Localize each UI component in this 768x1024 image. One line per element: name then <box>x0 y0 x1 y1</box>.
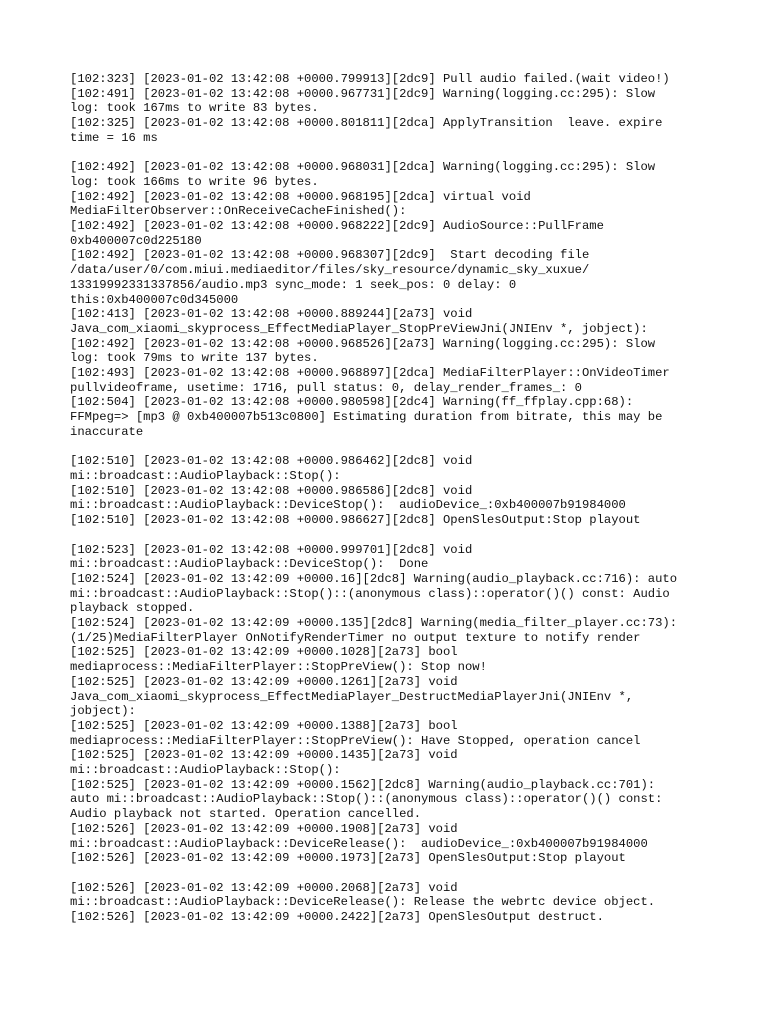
log-line: mi::broadcast::AudioPlayback::DeviceStop(): audioDevice_:0xb400007b91984000 <box>70 498 626 513</box>
log-line: [102:525] [2023-01-02 13:42:09 +0000.1261][2a73] void <box>70 674 458 689</box>
log-line: mediaprocess::MediaFilterPlayer::StopPreView(): Have Stopped, operation cancel <box>70 733 641 748</box>
log-line: [102:524] [2023-01-02 13:42:09 +0000.16][2dc8] Warning(audio_playback.cc:716): auto <box>70 571 678 586</box>
log-line: [102:323] [2023-01-02 13:42:08 +0000.799913][2dc9] Pull audio failed.(wait video!) <box>70 72 670 86</box>
log-line: mi::broadcast::AudioPlayback::Stop(): <box>70 763 341 778</box>
log-line: [102:492] [2023-01-02 13:42:08 +0000.968222][2dc9] AudioSource::PullFrame <box>70 219 604 234</box>
blank-line <box>70 866 77 880</box>
blank-line <box>70 440 77 454</box>
log-line: [102:491] [2023-01-02 13:42:08 +0000.967731][2dc9] Warning(logging.cc:295): Slow <box>70 86 656 101</box>
log-line: [102:526] [2023-01-02 13:42:09 +0000.1973][2a73] OpenSlesOutput:Stop playout <box>70 851 626 866</box>
log-line: this:0xb400007c0d345000 <box>70 292 239 307</box>
log-line: [102:492] [2023-01-02 13:42:08 +0000.968031][2dca] Warning(logging.cc:295): Slow <box>70 160 656 175</box>
log-line: mi::broadcast::AudioPlayback::Stop(): <box>70 468 341 483</box>
log-line: 13319992331337856/audio.mp3 sync_mode: 1 seek_pos: 0 delay: 0 <box>70 277 517 292</box>
log-line: mi::broadcast::AudioPlayback::DeviceRelease(): Release the webrtc device object. <box>70 895 656 910</box>
log-line: inaccurate <box>70 424 144 439</box>
log-line: mediaprocess::MediaFilterPlayer::StopPreView(): Stop now! <box>70 660 487 675</box>
log-line: [102:492] [2023-01-02 13:42:08 +0000.968307][2dc9] Start decoding file <box>70 248 590 263</box>
log-line: /data/user/0/com.miui.mediaeditor/files/sky_resource/dynamic_sky_xuxue/ <box>70 263 590 278</box>
log-line: Java_com_xiaomi_skyprocess_EffectMediaPlayer_StopPreViewJni(JNIEnv *, jobject): <box>70 321 648 336</box>
log-line: auto mi::broadcast::AudioPlayback::Stop()::(anonymous class)::operator()() const: <box>70 792 663 807</box>
log-line: log: took 79ms to write 137 bytes. <box>70 351 319 366</box>
log-text <box>70 72 750 925</box>
log-line: [102:510] [2023-01-02 13:42:08 +0000.986586][2dc8] void <box>70 483 473 498</box>
document-page <box>70 72 750 925</box>
log-line: log: took 167ms to write 83 bytes. <box>70 101 319 116</box>
log-line: jobject): <box>70 704 136 719</box>
log-line: mi::broadcast::AudioPlayback::DeviceRelease(): audioDevice_:0xb400007b91984000 <box>70 836 648 851</box>
log-line: mi::broadcast::AudioPlayback::Stop()::(anonymous class)::operator()() const: Audio <box>70 586 670 601</box>
log-line: Java_com_xiaomi_skyprocess_EffectMediaPlayer_DestructMediaPlayerJni(JNIEnv *, <box>70 689 634 704</box>
log-line: pullvideoframe, usetime: 1716, pull status: 0, delay_render_frames_: 0 <box>70 380 582 395</box>
log-line: [102:523] [2023-01-02 13:42:08 +0000.999701][2dc8] void <box>70 542 473 557</box>
log-line: MediaFilterObserver::OnReceiveCacheFinished(): <box>70 204 407 219</box>
log-line: [102:524] [2023-01-02 13:42:09 +0000.135][2dc8] Warning(media_filter_player.cc:73): <box>70 616 678 631</box>
blank-line <box>70 528 77 542</box>
log-line: 0xb400007c0d225180 <box>70 233 202 248</box>
log-line: [102:492] [2023-01-02 13:42:08 +0000.968526][2a73] Warning(logging.cc:295): Slow <box>70 336 656 351</box>
log-line: (1/25)MediaFilterPlayer OnNotifyRenderTimer no output texture to notify render <box>70 630 641 645</box>
log-line: mi::broadcast::AudioPlayback::DeviceStop(): Done <box>70 557 429 572</box>
log-line: [102:504] [2023-01-02 13:42:08 +0000.980598][2dc4] Warning(ff_ffplay.cpp:68): <box>70 395 634 410</box>
log-line: [102:493] [2023-01-02 13:42:08 +0000.968897][2dca] MediaFilterPlayer::OnVideoTimer <box>70 366 670 381</box>
log-line: [102:526] [2023-01-02 13:42:09 +0000.2422][2a73] OpenSlesOutput destruct. <box>70 910 604 925</box>
log-line: [102:525] [2023-01-02 13:42:09 +0000.1388][2a73] bool <box>70 718 458 733</box>
log-line: [102:510] [2023-01-02 13:42:08 +0000.986462][2dc8] void <box>70 454 473 469</box>
log-line: Audio playback not started. Operation cancelled. <box>70 807 422 822</box>
log-line: [102:413] [2023-01-02 13:42:08 +0000.889244][2a73] void <box>70 307 473 322</box>
blank-line <box>70 146 77 160</box>
log-line: [102:525] [2023-01-02 13:42:09 +0000.1028][2a73] bool <box>70 645 458 660</box>
log-line: [102:526] [2023-01-02 13:42:09 +0000.1908][2a73] void <box>70 821 458 836</box>
log-line: time = 16 ms <box>70 130 158 145</box>
log-line: [102:526] [2023-01-02 13:42:09 +0000.2068][2a73] void <box>70 880 458 895</box>
log-line: [102:325] [2023-01-02 13:42:08 +0000.801811][2dca] ApplyTransition leave. expire <box>70 116 663 131</box>
log-line: [102:492] [2023-01-02 13:42:08 +0000.968195][2dca] virtual void <box>70 189 531 204</box>
log-line: [102:525] [2023-01-02 13:42:09 +0000.1435][2a73] void <box>70 748 458 763</box>
log-line: log: took 166ms to write 96 bytes. <box>70 174 319 189</box>
log-line: [102:510] [2023-01-02 13:42:08 +0000.986627][2dc8] OpenSlesOutput:Stop playout <box>70 513 641 528</box>
log-line: FFMpeg=> [mp3 @ 0xb400007b513c0800] Estimating duration from bitrate, this may be <box>70 410 663 425</box>
log-line: [102:525] [2023-01-02 13:42:09 +0000.1562][2dc8] Warning(audio_playback.cc:701): <box>70 777 656 792</box>
log-line: playback stopped. <box>70 601 195 616</box>
